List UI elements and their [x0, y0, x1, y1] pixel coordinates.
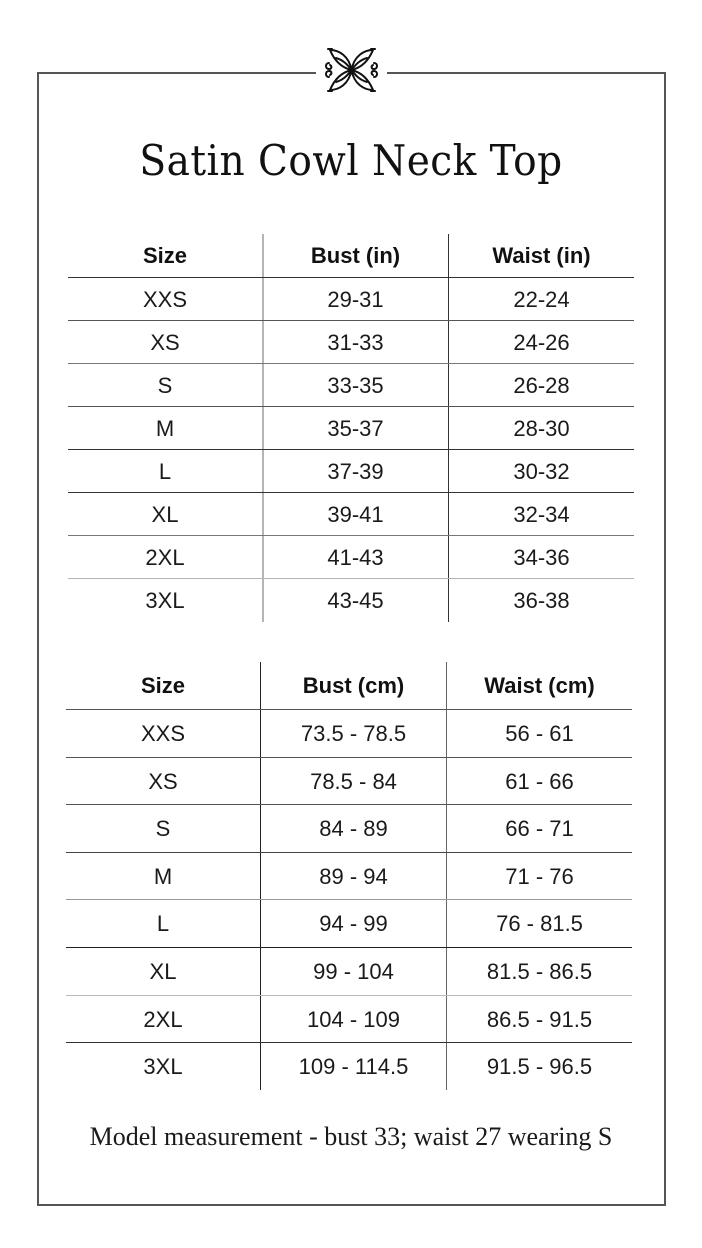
table-row — [68, 536, 634, 579]
table-row — [66, 900, 632, 947]
cell-waist: 86.5 - 91.5 — [486, 1006, 593, 1032]
cell-waist: 61 - 66 — [505, 768, 574, 794]
cell-size: XXS — [142, 286, 188, 312]
cell-bust: 37-39 — [327, 458, 384, 484]
cell-bust: 39-41 — [327, 501, 384, 527]
cell-bust: 33-35 — [327, 372, 384, 398]
cell-size: XS — [150, 329, 180, 355]
table-row — [68, 278, 634, 321]
cell-size: XS — [148, 768, 178, 794]
table-row — [66, 710, 632, 757]
cell-size: S — [155, 815, 171, 841]
cell-size: 2XL — [145, 544, 185, 570]
cell-waist: 56 - 61 — [505, 720, 574, 746]
table-row — [66, 996, 632, 1043]
frame-top-right — [387, 72, 666, 74]
cell-bust: 78.5 - 84 — [310, 768, 397, 794]
cell-size: XXS — [140, 720, 186, 746]
page-title: Satin Cowl Neck Top — [139, 136, 563, 185]
frame-left — [37, 72, 39, 1206]
header-size: Size — [140, 672, 186, 698]
frame-top-left — [38, 72, 316, 74]
table-row — [68, 493, 634, 536]
model-measurement-note: Model measurement - bust 33; waist 27 wearing S — [89, 1122, 613, 1151]
cell-waist: 32-34 — [513, 501, 570, 527]
cell-waist: 81.5 - 86.5 — [486, 958, 593, 984]
cell-bust: 104 - 109 — [307, 1006, 400, 1032]
cell-bust: 109 - 114.5 — [298, 1053, 409, 1079]
header-size: Size — [142, 242, 188, 268]
header-waist: Waist (in) — [492, 242, 591, 268]
table-row — [66, 758, 632, 805]
cell-size: 3XL — [145, 587, 185, 613]
cell-bust: 29-31 — [327, 286, 384, 312]
cell-bust: 94 - 99 — [319, 910, 388, 936]
floral-ornament-icon — [323, 46, 380, 94]
cell-size: XL — [149, 958, 177, 984]
cell-size: L — [156, 910, 170, 936]
cell-waist: 22-24 — [513, 286, 570, 312]
cell-size: L — [158, 458, 172, 484]
cell-size: 2XL — [143, 1006, 183, 1032]
table-row — [66, 948, 632, 995]
cell-size: 3XL — [143, 1053, 183, 1079]
table-row — [66, 805, 632, 852]
cell-waist: 71 - 76 — [505, 863, 574, 889]
header-bust: Bust (in) — [310, 242, 401, 268]
size-table-cm — [66, 662, 632, 1090]
table-row — [66, 853, 632, 900]
cell-waist: 36-38 — [513, 587, 570, 613]
cell-bust: 35-37 — [327, 415, 384, 441]
cell-bust: 31-33 — [327, 329, 384, 355]
cell-bust: 43-45 — [327, 587, 384, 613]
cell-size: M — [155, 415, 175, 441]
table-row — [68, 364, 634, 407]
header-bust: Bust (cm) — [302, 672, 405, 698]
cell-waist: 30-32 — [513, 458, 570, 484]
table-row — [68, 321, 634, 364]
cell-waist: 26-28 — [513, 372, 570, 398]
cell-waist: 91.5 - 96.5 — [486, 1053, 593, 1079]
table-row — [68, 450, 634, 493]
table-row — [66, 1043, 632, 1090]
cell-size: S — [157, 372, 173, 398]
cell-bust: 99 - 104 — [313, 958, 394, 984]
cell-waist: 28-30 — [513, 415, 570, 441]
cell-size: M — [153, 863, 173, 889]
table-row — [68, 579, 634, 622]
cell-waist: 24-26 — [513, 329, 570, 355]
cell-bust: 73.5 - 78.5 — [300, 720, 407, 746]
header-waist: Waist (cm) — [484, 672, 595, 698]
cell-waist: 66 - 71 — [505, 815, 574, 841]
cell-bust: 89 - 94 — [319, 863, 388, 889]
table-row — [68, 407, 634, 450]
cell-bust: 41-43 — [327, 544, 384, 570]
frame-bottom — [37, 1204, 666, 1206]
cell-bust: 84 - 89 — [319, 815, 388, 841]
cell-waist: 76 - 81.5 — [496, 910, 583, 936]
cell-waist: 34-36 — [513, 544, 570, 570]
size-table-inches — [68, 234, 634, 622]
cell-size: XL — [151, 501, 179, 527]
frame-right — [664, 72, 666, 1206]
